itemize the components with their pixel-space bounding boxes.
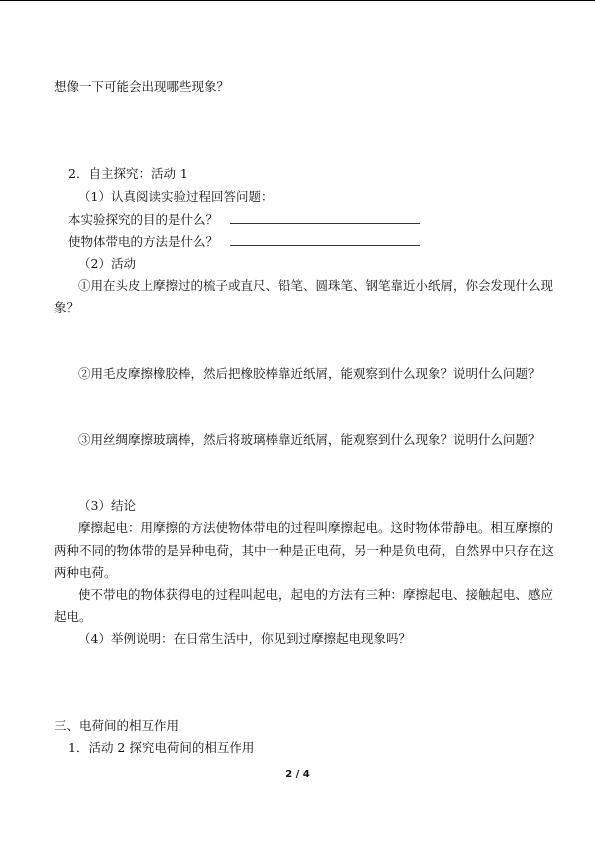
top-rule: [0, 0, 595, 1]
method-answer-blank[interactable]: [230, 233, 420, 246]
section-3-activity-2: 1．活动 2 探究电荷间的相互作用: [68, 740, 255, 755]
imagine-question: 想像一下可能会出现哪些现象？: [54, 79, 230, 94]
conclusion-1-line-3: 两种电荷。: [54, 565, 117, 580]
purpose-question: 本实验探究的目的是什么？: [68, 212, 219, 227]
subsection-1-heading: （1）认真阅读实验过程回答问题：: [78, 189, 274, 204]
purpose-question-row: [68, 211, 420, 228]
activity-3: ③用丝绸摩擦玻璃棒，然后将玻璃棒靠近纸屑，能观察到什么现象？说明什么问题？: [78, 432, 541, 447]
method-question-row: [68, 233, 420, 250]
activity-2: ②用毛皮摩擦橡胶棒，然后把橡胶棒靠近纸屑，能观察到什么现象？说明什么问题？: [78, 366, 541, 381]
activity-1-line-2: 象？: [54, 300, 80, 315]
subsection-3-heading: （3）结论: [78, 498, 136, 513]
conclusion-2-line-1: 使不带电的物体获得电的过程叫起电，起电的方法有三种：摩擦起电、接触起电、感应: [78, 587, 554, 602]
conclusion-2-line-2: 起电。: [54, 609, 92, 624]
subsection-2-heading: （2）活动: [78, 256, 136, 271]
subsection-4-heading: （4）举例说明：在日常生活中，你见到过摩擦起电现象吗？: [78, 631, 411, 646]
conclusion-1-line-2: 两种不同的物体带的是异种电荷，其中一种是正电荷，另一种是负电荷，自然界中只存在这: [54, 543, 555, 558]
method-question: 使物体带电的方法是什么？: [68, 234, 219, 249]
section-2-title: 2．自主探究：活动 1: [68, 166, 188, 181]
purpose-answer-blank[interactable]: [230, 211, 420, 224]
activity-1-line-1: ①用在头皮上摩擦过的梳子或直尺、铅笔、圆珠笔、钢笔靠近小纸屑，你会发现什么现: [78, 278, 554, 293]
section-3-title: 三、电荷间的相互作用: [54, 718, 180, 733]
page-number: 2 / 4: [285, 769, 310, 780]
conclusion-1-line-1: 摩擦起电：用摩擦的方法使物体带电的过程叫摩擦起电。这时物体带静电。相互摩擦的: [78, 520, 554, 535]
